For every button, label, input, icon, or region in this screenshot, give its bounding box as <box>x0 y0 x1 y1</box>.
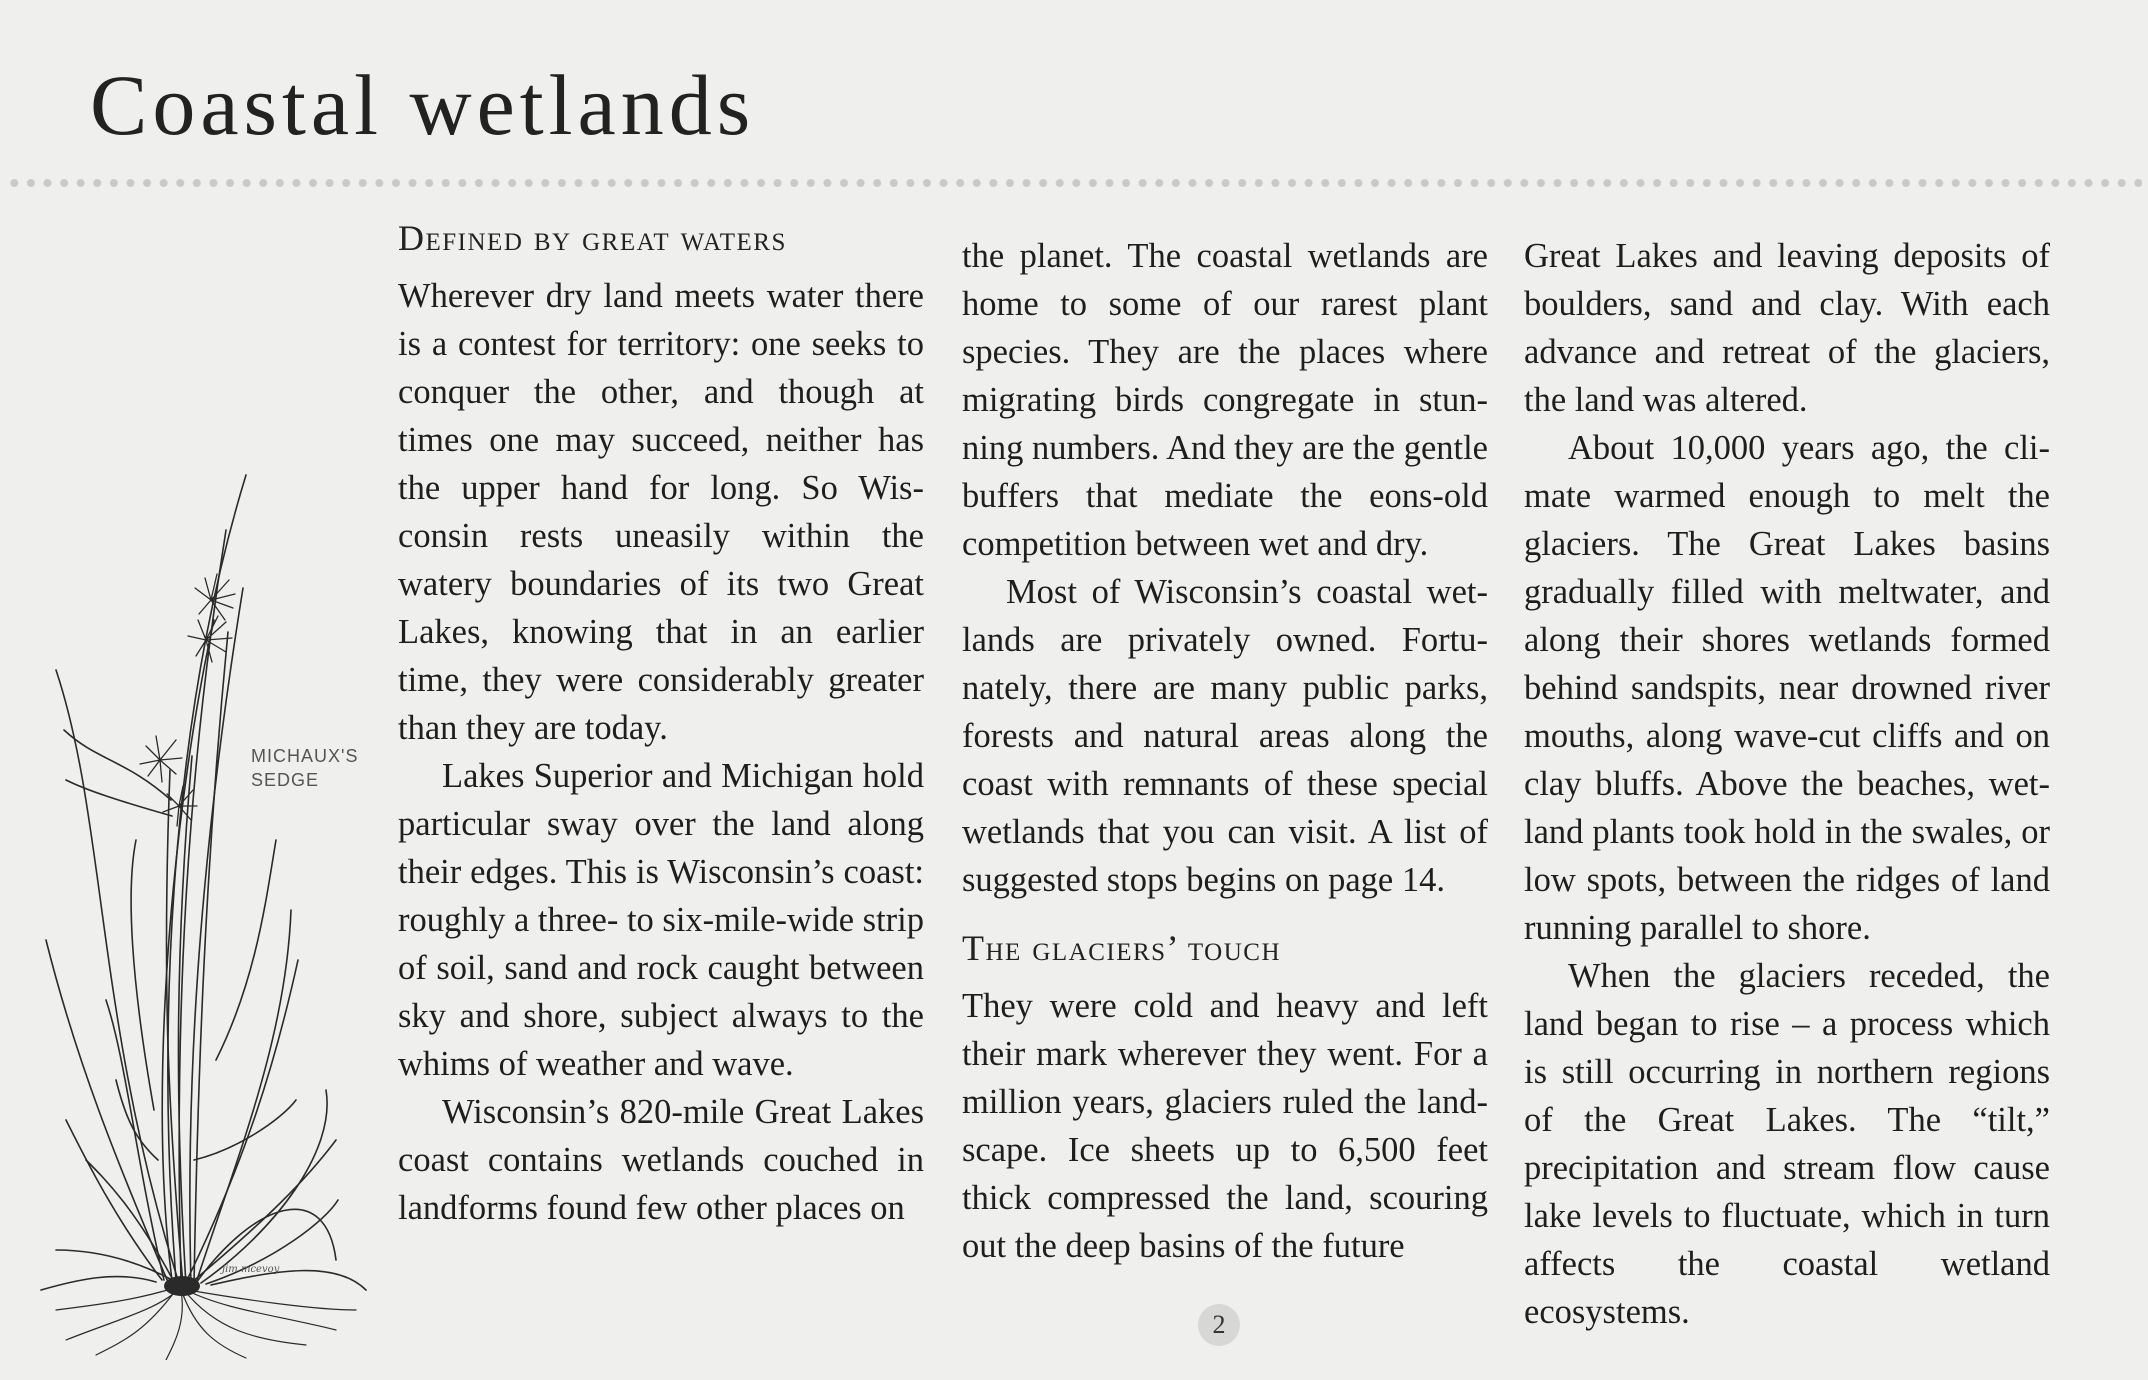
paragraph: Lakes Superior and Michigan hold particular sway over the land along their edges. This is Wisconsin’s coast: roughly a three- to six-mile-wide strip of soil, sand and rock caught between sky and shore, subject always to the whims of weather and wave. <box>398 757 924 1083</box>
dotted-divider <box>6 176 2142 190</box>
paragraph: About 10,000 years ago, the climate warmed enough to melt the glaciers. The Great Lakes basins gradually filled with meltwater, and along their shores wetlands formed behind sandspits, near drowned river mouths, along wave-cut cliffs and on clay bluffs. Above the beaches, wetland plants took hold in the swales, or low spots, between the ridges of land running parallel to shore. <box>1524 429 2050 947</box>
artist-signature: jim mcevoy <box>222 1264 280 1275</box>
caption-line-1: MICHAUX'S <box>251 746 359 766</box>
illustration-caption <box>251 744 358 792</box>
section-heading-defined-by-great-waters: Defined by great waters <box>398 218 787 258</box>
section-heading-the-glaciers-touch: The glaciers’ touch <box>962 928 1282 968</box>
paragraph: When the glaciers receded, the land began to rise – a process which is still occurring in northern regions of the Great Lakes. The “tilt,” precipitation and stream flow cause lake levels to fluctuate, which in turn affects the coastal wetland ecosystems. <box>1524 957 2050 1331</box>
paragraph: Most of Wisconsin’s coastal wetlands are privately owned. Fortunately, there are many public parks, forests and natural areas along the coast with remnants of these special wetlands that you can visit. A list of suggested stops begins on page 14. <box>962 573 1488 899</box>
paragraph: Wisconsin’s 820-mile Great Lakes coast contains wetlands couched in landforms found few other places on <box>398 1093 924 1227</box>
page-number: 2 <box>1198 1304 1240 1346</box>
text-column-2 <box>962 232 1488 1270</box>
text-column-1 <box>398 214 924 1232</box>
michaux-sedge-illustration <box>36 460 456 1360</box>
paragraph-continuation: Great Lakes and leaving deposits of boulders, sand and clay. With each advance and retreat of the glaciers, the land was altered. <box>1524 237 2050 419</box>
text-column-3 <box>1524 232 2050 1336</box>
caption-line-2: SEDGE <box>251 770 320 790</box>
paragraph: They were cold and heavy and left their mark wherever they went. For a million years, glaciers ruled the landscape. Ice sheets up to 6,500 feet thick compressed the land, scouring out the deep basins of the future <box>962 987 1488 1265</box>
page-title: Coastal wetlands <box>90 57 756 153</box>
paragraph: Wherever dry land meets water there is a contest for territory: one seeks to conquer the other, and though at times one may succeed, neither has the upper hand for long. So Wisconsin rests uneasily within the watery boundaries of its two Great Lakes, knowing that in an earlier time, they were considerably greater than they are today. <box>398 277 924 747</box>
paragraph-continuation: the planet. The coastal wetlands are home to some of our rarest plant species. They are the places where migrating birds congregate in stunning numbers. And they are the gentle buffers that mediate the eons-old competition between wet and dry. <box>962 237 1488 563</box>
